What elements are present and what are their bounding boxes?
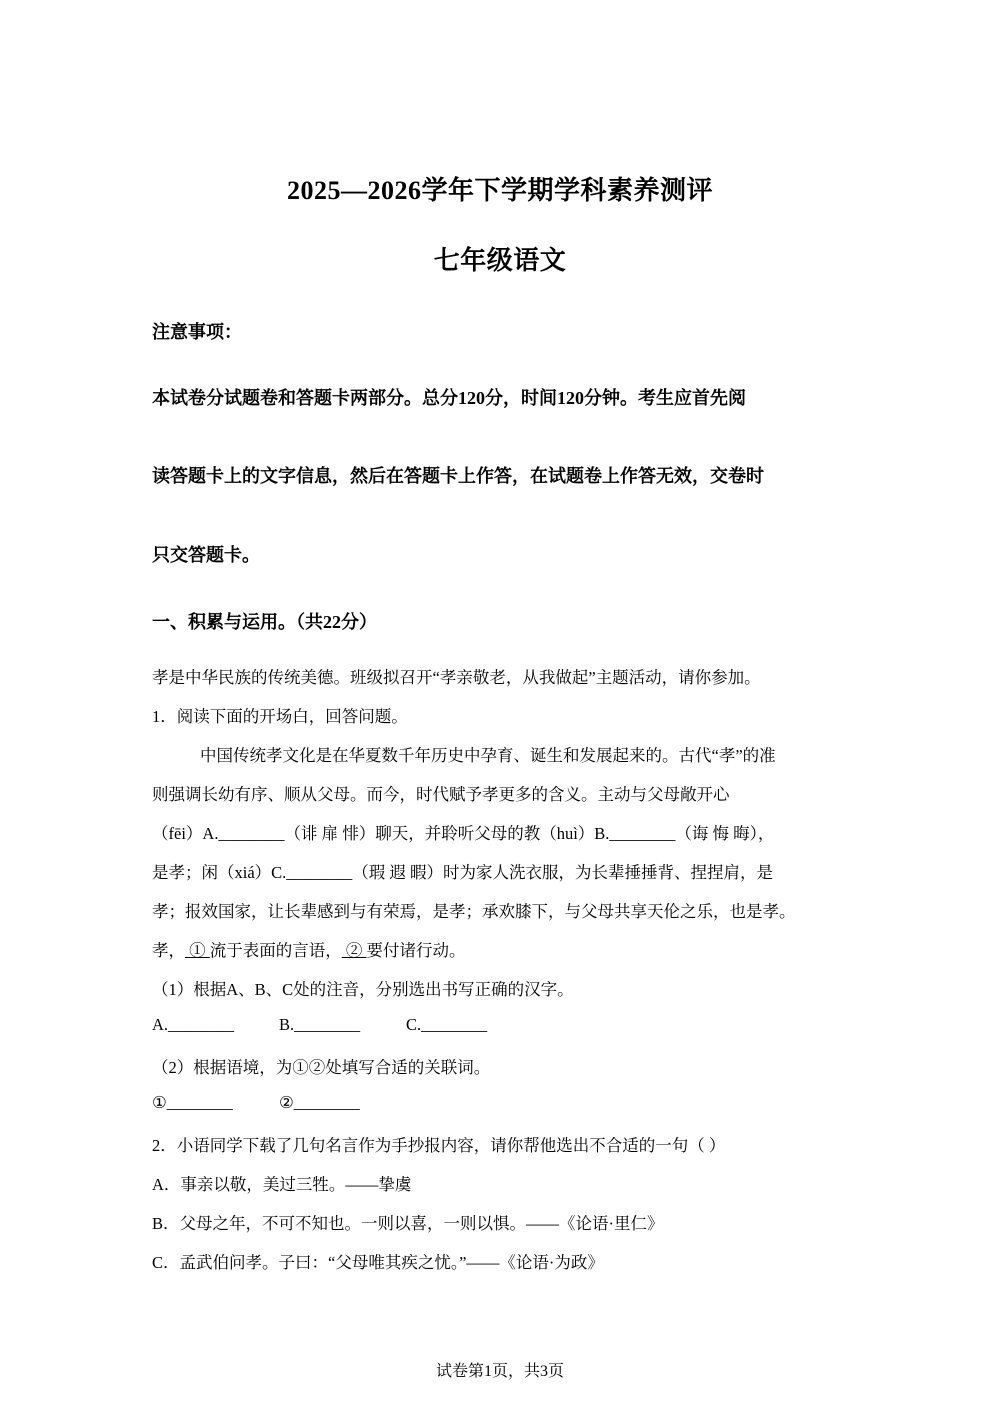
notice-line-2: 读答题卡上的文字信息，然后在答题卡上作答，在试题卷上作答无效，交卷时 [152, 466, 764, 486]
exam-subtitle: 七年级语文 [433, 246, 567, 275]
exam-title: 2025—2026学年下学期学科素养测评 [286, 176, 713, 205]
blank-1-marker: ① [185, 941, 210, 960]
option-c[interactable]: C．孟武伯问孝。子曰：“父母唯其疾之忧。”——《论语·为政》 [152, 1253, 604, 1272]
answer-blank-c[interactable]: C.________ [406, 1015, 488, 1034]
passage-line-2: 则强调长幼有序、顺从父母。而今，时代赋予孝更多的含义。主动与父母敞开心 [152, 785, 730, 804]
answer-blank-b[interactable]: B.________ [279, 1015, 361, 1034]
option-b[interactable]: B．父母之年，不可不知也。一则以喜，一则以惧。——《论语·里仁》 [152, 1214, 664, 1233]
option-a[interactable]: A．事亲以敬，美过三牲。——挚虞 [152, 1175, 412, 1194]
answer-blank-2[interactable]: ②________ [279, 1093, 360, 1112]
notice-line-3: 只交答题卡。 [152, 545, 260, 565]
question-2-stem: 2．小语同学下载了几句名言作为手抄报内容，请你帮他选出不合适的一句（ ） [152, 1136, 726, 1155]
section-heading: 一、积累与运用。（共22分） [152, 612, 377, 632]
question-1-stem: 1．阅读下面的开场白，回答问题。 [152, 707, 408, 726]
passage-line-4: 是孝；闲（xiá）C.________（瑕 遐 暇）时为家人洗衣服，为长辈捶捶背、捏捏肩，是 [152, 863, 774, 882]
answer-blank-a[interactable]: A.________ [152, 1015, 235, 1034]
answer-blank-1[interactable]: ①________ [152, 1093, 233, 1112]
passage-line-6 [152, 937, 466, 961]
page-footer: 试卷第1页，共3页 [435, 1363, 564, 1380]
sub-question-2: （2）根据语境，为①②处填写合适的关联词。 [152, 1058, 491, 1077]
sub-question-1: （1）根据A、B、C处的注音，分别选出书写正确的汉字。 [152, 980, 574, 999]
passage-line-6-a: 孝， [152, 941, 185, 960]
passage-line-6-c: 要付诸行动。 [366, 941, 466, 960]
notice-heading: 注意事项： [152, 322, 242, 342]
passage-line-1: 中国传统孝文化是在华夏数千年历史中孕育、诞生和发展起来的。古代“孝”的准 [200, 746, 776, 765]
passage-line-3: （fēi）A.________（诽 扉 悱）聊天，并聆听父母的教（huì）B.________（诲 悔 晦）， [152, 824, 775, 843]
passage-line-5: 孝；报效国家，让长辈感到与有荣焉，是孝；承欢膝下，与父母共享天伦之乐，也是孝。 [152, 902, 796, 921]
intro-text: 孝是中华民族的传统美德。班级拟召开“孝亲敬老，从我做起”主题活动，请你参加。 [152, 668, 761, 687]
blank-2-marker: ② [341, 941, 367, 960]
passage-line-6-b: 流于表面的言语， [209, 941, 342, 960]
notice-line-1: 本试卷分试题卷和答题卡两部分。总分120分，时间120分钟。考生应首先阅 [152, 388, 746, 408]
